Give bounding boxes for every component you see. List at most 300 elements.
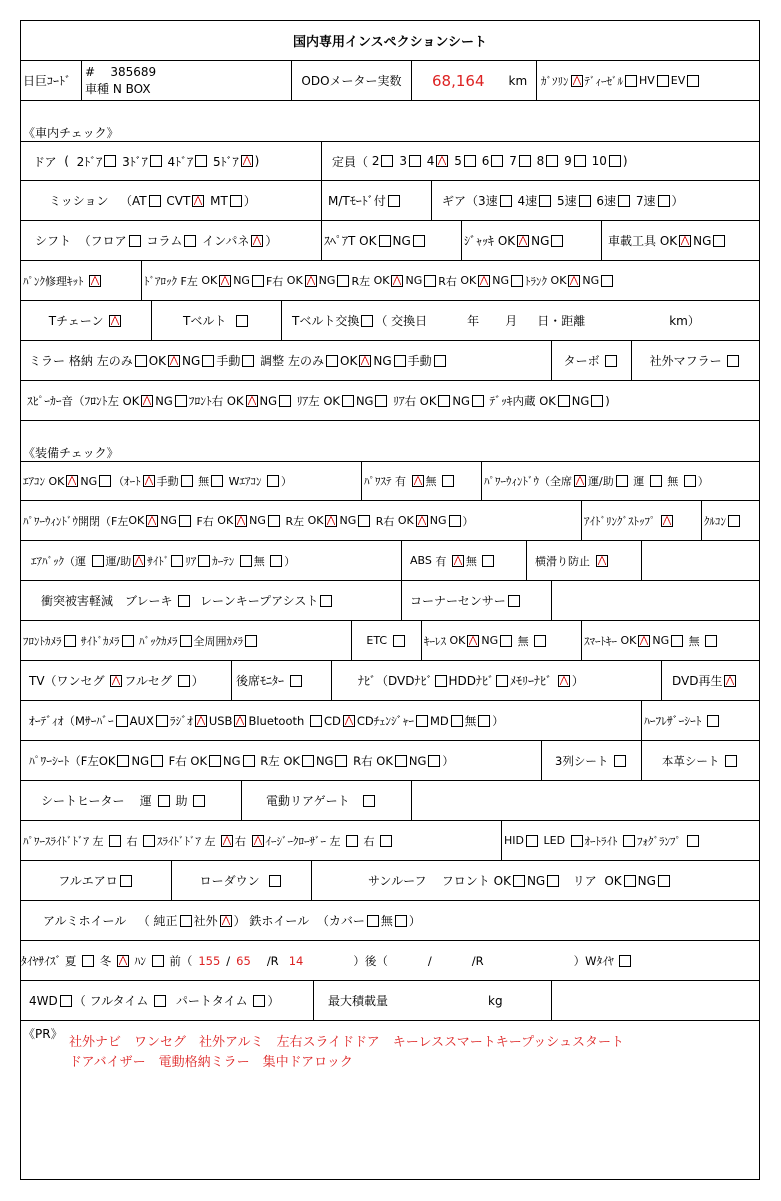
aircon-auto-label: ｵｰﾄ <box>124 475 141 488</box>
spk-fr-label: ﾌﾛﾝﾄ右 <box>188 393 224 408</box>
abs-yes-label: 有 <box>435 554 447 568</box>
lanekeep-checkbox[interactable] <box>320 595 332 607</box>
cd-checkbox[interactable] <box>343 715 355 727</box>
dl-trunk-ng-checkbox[interactable] <box>601 275 613 287</box>
bluetooth-label: Bluetooth <box>248 713 305 728</box>
full-aero-checkbox[interactable] <box>120 875 132 887</box>
heater-drv-checkbox[interactable] <box>158 795 170 807</box>
pwo-rr-ng-checkbox[interactable] <box>449 515 461 527</box>
jack-ok-checkbox[interactable] <box>517 235 529 247</box>
aircon-ng-checkbox[interactable] <box>99 475 111 487</box>
mirror-fold-manual-label: 手動 <box>216 354 241 368</box>
heater-pass-checkbox[interactable] <box>193 795 205 807</box>
mirror-adjust-ok-checkbox[interactable] <box>359 355 371 367</box>
cap-3-checkbox[interactable] <box>409 155 421 167</box>
frontcam-label: ﾌﾛﾝﾄｶﾒﾗ <box>23 634 62 648</box>
dvd-checkbox[interactable] <box>724 675 736 687</box>
at-checkbox[interactable] <box>149 195 161 207</box>
tbelt-exchange-checkbox[interactable] <box>361 315 373 327</box>
dl-rr-ok-checkbox[interactable] <box>478 275 490 287</box>
fullseg-checkbox[interactable] <box>178 675 190 687</box>
pst-label: ﾊﾟﾜｽﾃ <box>364 475 392 488</box>
ps-fr-label: F右 <box>168 753 187 768</box>
keyless-ng-checkbox[interactable] <box>500 635 512 647</box>
wheel-genuine-checkbox[interactable] <box>180 915 192 927</box>
slide-left-label: 左 <box>204 834 216 848</box>
jack-ng-label: NG <box>531 233 550 248</box>
pslide-right-checkbox[interactable] <box>143 835 155 847</box>
mirror-adjust-manual-checkbox[interactable] <box>434 355 446 367</box>
hid-checkbox[interactable] <box>526 835 538 847</box>
floor-checkbox[interactable] <box>129 235 141 247</box>
dvdnavi-checkbox[interactable] <box>435 675 447 687</box>
sidecam-label: ｻｲﾄﾞｶﾒﾗ <box>81 634 120 648</box>
door-2-checkbox[interactable] <box>104 155 116 167</box>
radio-checkbox[interactable] <box>195 715 207 727</box>
tire-height-value: 65 <box>236 953 251 968</box>
column-checkbox[interactable] <box>184 235 196 247</box>
spk-rr-ok-checkbox[interactable] <box>438 395 450 407</box>
fuel-hv-checkbox[interactable] <box>657 75 669 87</box>
aircon-auto-checkbox[interactable] <box>143 475 155 487</box>
spare-ng-checkbox[interactable] <box>413 235 425 247</box>
code-label: 日巨ｺｰﾄﾞ <box>23 74 72 88</box>
ab-rear-label: ﾘｱ <box>185 554 197 568</box>
day-distance-label: 日・距離 <box>537 314 586 328</box>
dl-rr-ng-label: NG <box>492 274 510 287</box>
mirror-adjust-manual-label: 手動 <box>407 354 432 368</box>
led-checkbox[interactable] <box>571 835 583 847</box>
smartkey-none-label: 無 <box>688 634 700 648</box>
parttime-label: パートタイム <box>175 994 248 1008</box>
memnavi-checkbox[interactable] <box>558 675 570 687</box>
spk-fr-ng-checkbox[interactable] <box>279 395 291 407</box>
mirror-fold-manual-checkbox[interactable] <box>242 355 254 367</box>
collision-checkbox[interactable] <box>178 595 190 607</box>
cap-7-checkbox[interactable] <box>519 155 531 167</box>
odo-unit: km <box>508 73 528 88</box>
ab-none-label: 無 <box>253 554 265 568</box>
frontcam-checkbox[interactable] <box>64 635 76 647</box>
rear-monitor-label: 後席ﾓﾆﾀｰ <box>236 674 285 688</box>
cap-8-checkbox[interactable] <box>546 155 558 167</box>
spk-rl-ok-checkbox[interactable] <box>342 395 354 407</box>
speaker-label: ｽﾋﾟｰｶｰ音（ <box>27 393 85 408</box>
mirror-adjust-left-checkbox[interactable] <box>326 355 338 367</box>
tire-summer-label: 夏 <box>64 953 77 968</box>
pwo-fl-ng-checkbox[interactable] <box>179 515 191 527</box>
cruise-checkbox[interactable] <box>728 515 740 527</box>
ps-fr-ng-checkbox[interactable] <box>243 755 255 767</box>
pw-all-checkbox[interactable] <box>574 475 586 487</box>
pw-label: ﾊﾟﾜｰｳｨﾝﾄﾞｳ（全席 <box>484 475 572 488</box>
fullseg-label: フルセグ <box>124 674 172 688</box>
spk-rr-ng-checkbox[interactable] <box>472 395 484 407</box>
pwo-rr-ng-label: NG <box>429 514 447 527</box>
fuel-ev-checkbox[interactable] <box>687 75 699 87</box>
lowdown-checkbox[interactable] <box>269 875 281 887</box>
spk-rr-ok-label: OK <box>419 393 437 408</box>
wtire-checkbox[interactable] <box>619 955 631 967</box>
spare-label: ｽﾍﾟｱT <box>324 234 356 248</box>
fog-lamp-checkbox[interactable] <box>687 835 699 847</box>
mtmode-label: M/Tﾓｰﾄﾞ付 <box>328 194 386 208</box>
cap-10-checkbox[interactable] <box>609 155 621 167</box>
mirror-adjust-ng-label: NG <box>373 353 392 368</box>
dl-rr-ok-label: OK <box>460 274 477 287</box>
pwo-fr-ok-checkbox[interactable] <box>235 515 247 527</box>
tools-ok-checkbox[interactable] <box>679 235 691 247</box>
tire-rear-slash: / <box>427 953 432 968</box>
corner-sensor-checkbox[interactable] <box>508 595 520 607</box>
code-prefix: # <box>85 64 96 79</box>
tire-winter-checkbox[interactable] <box>117 955 129 967</box>
keyless-none-checkbox[interactable] <box>534 635 546 647</box>
shift-label: シフト <box>35 234 72 248</box>
etc-label: ETC <box>366 634 388 647</box>
pst-none-checkbox[interactable] <box>442 475 454 487</box>
sunroof-front-ok-label: OK <box>493 873 511 888</box>
audio-none-checkbox[interactable] <box>478 715 490 727</box>
punk-checkbox[interactable] <box>89 275 101 287</box>
spk-fr-ok-label: OK <box>226 393 244 408</box>
sunroof-front-label: フロント <box>441 874 490 888</box>
pwo-fl-ng-label: NG <box>160 514 177 527</box>
jack-ok-label: OK <box>497 233 516 248</box>
mt-checkbox[interactable] <box>230 195 242 207</box>
mission-row: ミッション （ AT CVT MT ） M/Tﾓｰﾄﾞ付 ギア（ 3速 4速 5速 6速 7速 ） <box>21 181 759 221</box>
spk-fl-ng-label: NG <box>155 393 173 408</box>
etc-checkbox[interactable] <box>393 635 405 647</box>
mirror-fold-ok-checkbox[interactable] <box>168 355 180 367</box>
spk-fl-ok-checkbox[interactable] <box>141 395 153 407</box>
spk-deck-ok-checkbox[interactable] <box>558 395 570 407</box>
dl-trunk-ng-label: NG <box>582 274 600 287</box>
dl-rl-ok-checkbox[interactable] <box>391 275 403 287</box>
dl-fl-label: F左 <box>180 274 198 288</box>
gear-7-checkbox[interactable] <box>658 195 670 207</box>
ab-side-label: ｻｲﾄﾞ <box>147 554 170 568</box>
cruise-label: ｸﾙｺﾝ <box>704 514 726 528</box>
hid-label: HID <box>504 834 524 847</box>
slide-left-checkbox[interactable] <box>221 835 233 847</box>
spare-ng-label: NG <box>392 233 411 248</box>
ps-rr-label: R右 <box>353 753 373 768</box>
mirror-fold-left-label: 左のみ <box>96 354 133 368</box>
cvt-checkbox[interactable] <box>192 195 204 207</box>
gear-4-label: 4速 <box>517 194 538 208</box>
half-leather-checkbox[interactable] <box>707 715 719 727</box>
spare-ok-label: OK <box>359 233 377 248</box>
easy-right-checkbox[interactable] <box>380 835 392 847</box>
gear-6-checkbox[interactable] <box>618 195 630 207</box>
ps-rr-ng-checkbox[interactable] <box>428 755 440 767</box>
slide-right-label: 右 <box>235 834 246 848</box>
pw-drv-checkbox[interactable] <box>650 475 662 487</box>
mirror-adjust-left-label: 左のみ <box>288 354 325 368</box>
backcam-checkbox[interactable] <box>180 635 192 647</box>
inpane-checkbox[interactable] <box>251 235 263 247</box>
audio-none-label: 無 <box>464 713 477 728</box>
odo-value: 68,164 <box>432 71 485 90</box>
allcam-checkbox[interactable] <box>245 635 257 647</box>
tchain-checkbox[interactable] <box>109 315 121 327</box>
ab-none-checkbox[interactable] <box>270 555 282 567</box>
full-aero-label: フルエアロ <box>58 874 118 888</box>
cdchanger-checkbox[interactable] <box>416 715 428 727</box>
aux-checkbox[interactable] <box>156 715 168 727</box>
sunroof-rear-ng-checkbox[interactable] <box>658 875 670 887</box>
ps-fl-ok-checkbox[interactable] <box>117 755 129 767</box>
pslide-left-checkbox[interactable] <box>109 835 121 847</box>
turbo-checkbox[interactable] <box>605 355 617 367</box>
autolight-label: ｵｰﾄﾗｲﾄ <box>584 834 618 848</box>
sidecam-checkbox[interactable] <box>122 635 134 647</box>
jack-ng-checkbox[interactable] <box>551 235 563 247</box>
gear-3-checkbox[interactable] <box>500 195 512 207</box>
spk-deck-ng-checkbox[interactable] <box>591 395 603 407</box>
smartkey-ok-label: OK <box>620 634 637 647</box>
sunroof-front-ok-checkbox[interactable] <box>513 875 525 887</box>
pwo-fl-ok-checkbox[interactable] <box>146 515 158 527</box>
shift-row: シフト （ フロア コラム インパネ ） ｽﾍﾟｱT OK NG ｼﾞｬｯｷ OK NG 車載工具 OK NG <box>21 221 759 261</box>
mserver-checkbox[interactable] <box>116 715 128 727</box>
floor-label: フロア <box>90 234 127 248</box>
ab-curtain-checkbox[interactable] <box>240 555 252 567</box>
aircon-none-checkbox[interactable] <box>211 475 223 487</box>
spk-deck-ok-label: OK <box>539 393 556 408</box>
mirror-adjust-label: 調整 <box>260 354 285 368</box>
cvt-label: CVT <box>166 193 191 208</box>
fuel-diesel-checkbox[interactable] <box>625 75 637 87</box>
spk-fr-ok-checkbox[interactable] <box>246 395 258 407</box>
cap-9-checkbox[interactable] <box>574 155 586 167</box>
km-label: km） <box>669 314 700 328</box>
third-row-seat-checkbox[interactable] <box>614 755 626 767</box>
pr-line-1: 社外ナビ ワンセグ 社外アルミ 左右スライドドア キーレススマートキープッシュスタート <box>69 1035 624 1050</box>
cap-6-checkbox[interactable] <box>491 155 503 167</box>
usb-checkbox[interactable] <box>234 715 246 727</box>
dl-fl-ng-checkbox[interactable] <box>252 275 264 287</box>
skid-checkbox[interactable] <box>596 555 608 567</box>
steel-wheel-label: 鉄ホイール <box>249 914 310 928</box>
ab-side-checkbox[interactable] <box>171 555 183 567</box>
mission-label: ミッション <box>49 194 109 208</box>
aircon-manual-label: 手動 <box>156 475 179 488</box>
slide-right-checkbox[interactable] <box>252 835 264 847</box>
pwo-fl-ok-label: OK <box>128 514 145 527</box>
fuel-hv-label: HV <box>639 74 655 87</box>
ab-drv-checkbox[interactable] <box>92 555 104 567</box>
sunroof-rear-ok-checkbox[interactable] <box>624 875 636 887</box>
gear-4-checkbox[interactable] <box>539 195 551 207</box>
pst-yes-checkbox[interactable] <box>412 475 424 487</box>
pwo-rr-ok-checkbox[interactable] <box>416 515 428 527</box>
audio-row: ｵｰﾃﾞｨｵ（ Mｻｰﾊﾞｰ AUX ﾗｼﾞｵ USB Bluetooth CD CDﾁｪﾝｼﾞｬｰ MD 無 ） ﾊｰﾌﾚｻﾞｰｼｰﾄ <box>21 701 759 741</box>
ps-fr-ng-label: NG <box>223 753 241 768</box>
dl-trunk-label: ﾄﾗﾝｸ <box>525 274 548 288</box>
ps-rl-ok-checkbox[interactable] <box>302 755 314 767</box>
speaker-row: ｽﾋﾟｰｶｰ音（ ﾌﾛﾝﾄ左 OK NG ﾌﾛﾝﾄ右 OK NG ﾘｱ左 OK NG ﾘｱ右 OK NG ﾃﾞｯｷ内蔵 OK NG ) <box>21 381 759 421</box>
cap-9-label: 9 <box>564 154 572 168</box>
tbelt-checkbox[interactable] <box>236 315 248 327</box>
half-leather-label: ﾊｰﾌﾚｻﾞｰｼｰﾄ <box>644 713 702 728</box>
aircon-manual-checkbox[interactable] <box>181 475 193 487</box>
cap-5-checkbox[interactable] <box>464 155 476 167</box>
ab-rear-checkbox[interactable] <box>198 555 210 567</box>
smartkey-none-checkbox[interactable] <box>705 635 717 647</box>
abs-yes-checkbox[interactable] <box>452 555 464 567</box>
dl-fl-ng-label: NG <box>233 274 250 287</box>
dl-fl-ok-checkbox[interactable] <box>219 275 231 287</box>
aircon-none-label: 無 <box>198 475 210 488</box>
alumi-wheel-label: アルミホイール <box>43 914 127 928</box>
bluetooth-checkbox[interactable] <box>310 715 322 727</box>
pwo-rl-ok-checkbox[interactable] <box>325 515 337 527</box>
tire-summer-checkbox[interactable] <box>82 955 94 967</box>
pslide-right-label: 右 <box>126 834 138 848</box>
pw-drvpass-checkbox[interactable] <box>616 475 628 487</box>
easy-closer-label: ｲｰｼﾞｰｸﾛｰｻﾞｰ <box>265 834 326 848</box>
fourwd-checkbox[interactable] <box>60 995 72 1007</box>
ps-rr-ng-label: NG <box>408 753 427 768</box>
cap-4-checkbox[interactable] <box>436 155 448 167</box>
smartkey-ng-checkbox[interactable] <box>671 635 683 647</box>
fourwd-label: 4WD <box>29 993 58 1008</box>
mirror-fold-left-checkbox[interactable] <box>135 355 147 367</box>
dl-rl-ng-checkbox[interactable] <box>424 275 436 287</box>
pw-none-label: 無 <box>667 475 679 488</box>
aircon-ok-checkbox[interactable] <box>66 475 78 487</box>
easy-left-checkbox[interactable] <box>346 835 358 847</box>
sunroof-rear-ng-label: NG <box>637 873 656 888</box>
ps-fr-ok-label: OK <box>190 753 208 768</box>
page-title: 国内専用インスペクションシート <box>292 35 488 50</box>
inpane-label: インパネ <box>202 234 250 248</box>
dl-rr-ng-checkbox[interactable] <box>511 275 523 287</box>
spare-ok-checkbox[interactable] <box>379 235 391 247</box>
title-row <box>21 21 759 61</box>
pslide-left-label: 左 <box>92 834 104 848</box>
muffler-checkbox[interactable] <box>727 355 739 367</box>
dvd-label: DVD再生 <box>672 674 723 688</box>
aircon-ng-label: NG <box>80 474 98 488</box>
tv-label: TV（ <box>29 674 57 688</box>
keyless-none-label: 無 <box>517 634 529 648</box>
mirror-adjust-ng-checkbox[interactable] <box>394 355 406 367</box>
tools-ng-checkbox[interactable] <box>713 235 725 247</box>
tv-row: TV（ ワンセグ フルセグ ） 後席ﾓﾆﾀｰ ﾅﾋﾞ（ DVDﾅﾋﾞ HDDﾅﾋﾞ ﾒﾓﾘｰﾅﾋﾞ ） DVD再生 <box>21 661 759 701</box>
spk-rl-ng-label: NG <box>355 393 374 408</box>
cap-3-label: 3 <box>399 154 407 168</box>
pwo-fl-label: F左 <box>111 514 129 528</box>
ps-fl-ok-label: OK <box>98 753 116 768</box>
max-load-label: 最大積載量 <box>328 994 389 1008</box>
mirror-fold-ng-checkbox[interactable] <box>202 355 214 367</box>
keyless-ok-label: OK <box>449 634 466 647</box>
idle-stop-checkbox[interactable] <box>661 515 673 527</box>
oneseg-checkbox[interactable] <box>110 675 122 687</box>
pwo-fr-ok-label: OK <box>217 514 234 527</box>
waircon-checkbox[interactable] <box>267 475 279 487</box>
camera-row <box>21 621 759 661</box>
door-5-checkbox[interactable] <box>241 155 253 167</box>
spk-deck-label: ﾃﾞｯｷ内蔵 <box>489 393 536 408</box>
ps-fl-ng-checkbox[interactable] <box>151 755 163 767</box>
at-label: AT <box>131 193 147 208</box>
inspection-sheet <box>20 20 760 1180</box>
odo-label: ODOメーター実数 <box>301 74 402 88</box>
pwo-rl-ng-checkbox[interactable] <box>358 515 370 527</box>
hddnavi-checkbox[interactable] <box>496 675 508 687</box>
pwo-fr-ng-checkbox[interactable] <box>268 515 280 527</box>
wheel-aftermarket-checkbox[interactable] <box>220 915 232 927</box>
month-label: 月 <box>505 314 518 328</box>
pw-none-checkbox[interactable] <box>684 475 696 487</box>
pw-open-row: ﾊﾟﾜｰｳｨﾝﾄﾞｳ開閉（ F左 OK NG F右 OK NG R左 OK NG R右 OK NG ） ｱｲﾄﾞﾘﾝｸﾞｽﾄｯﾌﾟ ｸﾙｺﾝ <box>21 501 759 541</box>
sunroof-rear-ok-label: OK <box>604 873 622 888</box>
easy-left-label: 左 <box>329 834 341 848</box>
leather-seat-checkbox[interactable] <box>725 755 737 767</box>
tchain-row <box>21 301 759 341</box>
wheel-cover-checkbox[interactable] <box>367 915 379 927</box>
code-value: 385689 <box>110 64 157 79</box>
dl-fr-ok-checkbox[interactable] <box>305 275 317 287</box>
power-rear-gate-checkbox[interactable] <box>363 795 375 807</box>
memnavi-label: ﾒﾓﾘｰﾅﾋﾞ <box>510 674 553 688</box>
spk-fl-label: ﾌﾛﾝﾄ左 <box>84 393 119 408</box>
door-4-checkbox[interactable] <box>195 155 207 167</box>
ps-fr-ok-checkbox[interactable] <box>209 755 221 767</box>
airbag-label: ｴｱﾊﾞｯｸ（ <box>31 554 75 568</box>
md-checkbox[interactable] <box>451 715 463 727</box>
sunroof-front-ng-checkbox[interactable] <box>547 875 559 887</box>
mt-label: MT <box>210 193 228 208</box>
abs-none-checkbox[interactable] <box>482 555 494 567</box>
cap-2-checkbox[interactable] <box>381 155 393 167</box>
spk-fl-ng-checkbox[interactable] <box>175 395 187 407</box>
fuel-ev-label: EV <box>670 74 686 87</box>
tire-han-checkbox[interactable] <box>152 955 164 967</box>
spk-rl-ng-checkbox[interactable] <box>375 395 387 407</box>
ps-rl-ng-checkbox[interactable] <box>335 755 347 767</box>
door-label: ドア <box>33 154 57 169</box>
mirror-label: ミラー <box>29 354 66 368</box>
tire-winter-label: 冬 <box>99 953 112 968</box>
model-label: 車種 <box>85 81 110 96</box>
dl-trunk-ok-checkbox[interactable] <box>568 275 580 287</box>
ab-drvpass-checkbox[interactable] <box>133 555 145 567</box>
mirror-fold-ng-label: NG <box>182 353 201 368</box>
heater-drv-label: 運 <box>139 794 152 808</box>
pr-label: 《PR》 <box>23 1027 63 1041</box>
ps-rr-ok-checkbox[interactable] <box>395 755 407 767</box>
wheel-cover-label: （カバー <box>316 914 365 928</box>
rear-monitor-checkbox[interactable] <box>290 675 302 687</box>
wheel-none-checkbox[interactable] <box>395 915 407 927</box>
mtmode-checkbox[interactable] <box>388 195 400 207</box>
fulltime-checkbox[interactable] <box>154 995 166 1007</box>
smartkey-ok-checkbox[interactable] <box>638 635 650 647</box>
autolight-checkbox[interactable] <box>623 835 635 847</box>
door-3-checkbox[interactable] <box>150 155 162 167</box>
dl-fr-ng-checkbox[interactable] <box>337 275 349 287</box>
parttime-checkbox[interactable] <box>253 995 265 1007</box>
keyless-ok-checkbox[interactable] <box>467 635 479 647</box>
fuel-gasoline-checkbox[interactable] <box>571 75 583 87</box>
ps-rl-ng-label: NG <box>315 753 334 768</box>
gear-5-checkbox[interactable] <box>579 195 591 207</box>
